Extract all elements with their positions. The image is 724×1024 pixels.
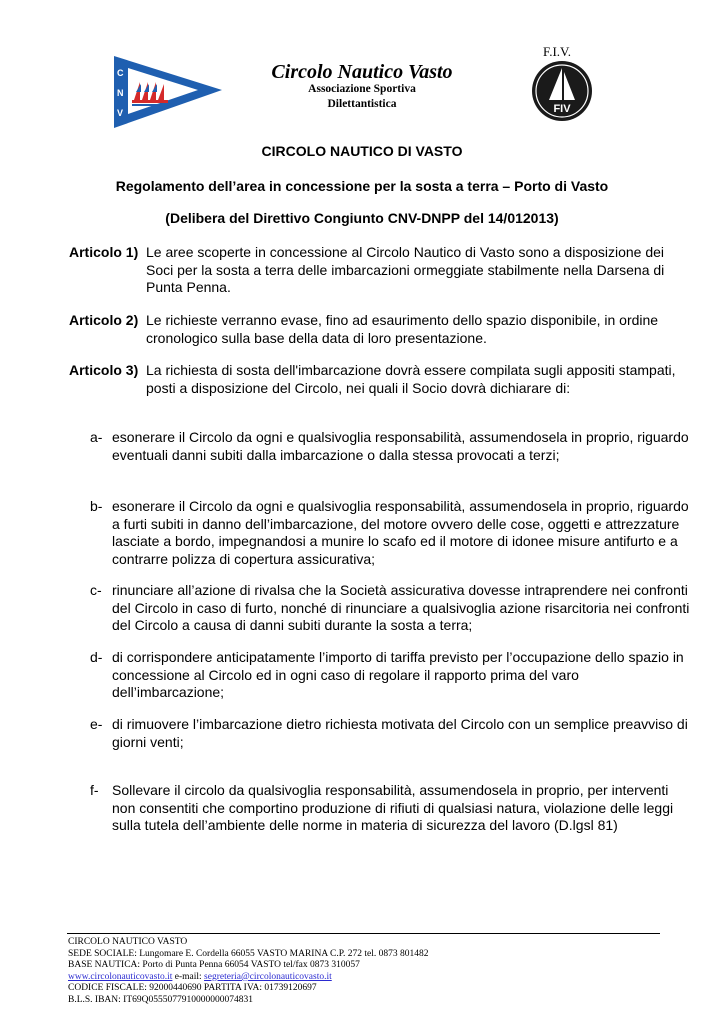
list-item-c [90, 582, 692, 635]
document-subtitle: Regolamento dell’area in concessione per la sosta a terra – Porto di Vasto [115, 178, 609, 194]
article-text: Le richieste verranno evase, fino ad esaurimento dello spazio disponibile, in ordine cronologico sulla base della data di loro presentazione. [146, 312, 659, 346]
footer-base: BASE NAUTICA: Porto di Punta Penna 66054 VASTO tel/fax 0873 310057 [68, 960, 360, 971]
club-subtitle-2: Dilettantistica [327, 98, 397, 110]
footer-divider [67, 933, 660, 934]
cnv-letter-v: V [117, 108, 124, 118]
item-text: Sollevare il circolo da qualsivoglia responsabilità, assumendosela in proprio, per interventi non consentiti che comportino produzione di rifiuti di qualsiasi natura, violazione delle leggi sulla tutela dell’ambiente delle norme in materia di sicurezza del lavoro (D.lgsl 81) [112, 782, 674, 833]
document-title: CIRCOLO NAUTICO DI VASTO [261, 143, 463, 159]
document-resolution: (Delibera del Direttivo Congiunto CNV-DNPP del 14/012013) [165, 210, 559, 226]
list-item-d [90, 649, 692, 702]
item-letter: c- [90, 582, 102, 598]
email-label: e-mail: [174, 971, 202, 982]
cnv-letter-n: N [117, 88, 124, 98]
list-item-f [90, 782, 692, 835]
footer-contacts [68, 972, 428, 984]
item-letter: f- [90, 782, 99, 798]
footer-fiscal: CODICE FISCALE: 92000440690 PARTITA IVA: 01739120697 [68, 983, 317, 994]
list-item-a [90, 429, 692, 464]
item-text: rinunciare all’azione di rivalsa che la Società assicurativa dovesse intraprendere nei confronti del Circolo in caso di furto, nonché di rinunciare a qualsivoglia azione risarcitoria nei confronti del Circolo a causa di danni subiti durante la sosta a terra; [112, 582, 690, 633]
item-letter: b- [90, 498, 103, 514]
article-text: La richiesta di sosta dell'imbarcazione dovrà essere compilata sugli appositi stampati, posti a disposizione del Circolo, nei quali il Socio dovrà dichiarare di: [146, 362, 676, 396]
article-1 [69, 244, 689, 297]
article-label: Articolo 3) [69, 362, 139, 378]
list-item-e [90, 716, 692, 751]
article-text: Le aree scoperte in concessione al Circolo Nautico di Vasto sono a disposizione dei Soci per la sosta a terra delle imbarcazioni ormeggiate stabilmente nella Darsena di Punta Penna. [146, 244, 665, 295]
article-2 [69, 312, 689, 347]
footer-sede: SEDE SOCIALE: Lungomare E. Cordella 66055 VASTO MARINA C.P. 272 tel. 0873 801482 [68, 948, 429, 959]
club-name: Circolo Nautico Vasto [271, 61, 453, 83]
fiv-logo-text: FIV [553, 103, 571, 115]
item-text: esonerare il Circolo da ogni e qualsivoglia responsabilità, assumendosela in proprio, riguardo eventuali danni subiti dalla imbarcazione o dalla stessa provocati a terzi; [112, 429, 689, 463]
item-letter: d- [90, 649, 103, 665]
item-text: di corrispondere anticipatamente l’importo di tariffa previsto per l’occupazione dello spazio in concessione al Circolo ed in ogni caso di regolare il rapporto prima del varo dell’imbarcazione; [112, 649, 684, 700]
email-link[interactable]: segreteria@circolonauticovasto.it [204, 971, 332, 982]
article-3 [69, 362, 689, 397]
item-text: di rimuovere l’imbarcazione dietro richiesta motivata del Circolo con un semplice preavviso di giorni venti; [112, 716, 688, 750]
footer-name: CIRCOLO NAUTICO VASTO [68, 937, 188, 947]
footer-bank: B.L.S. IBAN: IT69Q0555077910000000074831 [68, 994, 253, 1005]
club-subtitle-1: Associazione Sportiva [308, 83, 416, 95]
item-letter: a- [90, 429, 103, 445]
item-text: esonerare il Circolo da ogni e qualsivoglia responsabilità, assumendosela in proprio, riguardo a furti subiti in danno dell’imbarcazione, del motore ovvero delle cose, oggetti e attrezzature lasciate a bordo, impegnandosi a munire lo scafo ed il motore di idonee misure antifurto e a contrarre polizza di copertura assicurativa; [112, 498, 689, 567]
item-letter: e- [90, 716, 103, 732]
footer [68, 937, 428, 1007]
list-item-b [90, 498, 692, 568]
cnv-letter-c: C [117, 68, 124, 78]
website-link[interactable]: www.circolonauticovasto.it [68, 971, 173, 982]
fiv-label: F.I.V. [543, 44, 571, 59]
article-label: Articolo 1) [69, 244, 139, 260]
article-label: Articolo 2) [69, 312, 139, 328]
